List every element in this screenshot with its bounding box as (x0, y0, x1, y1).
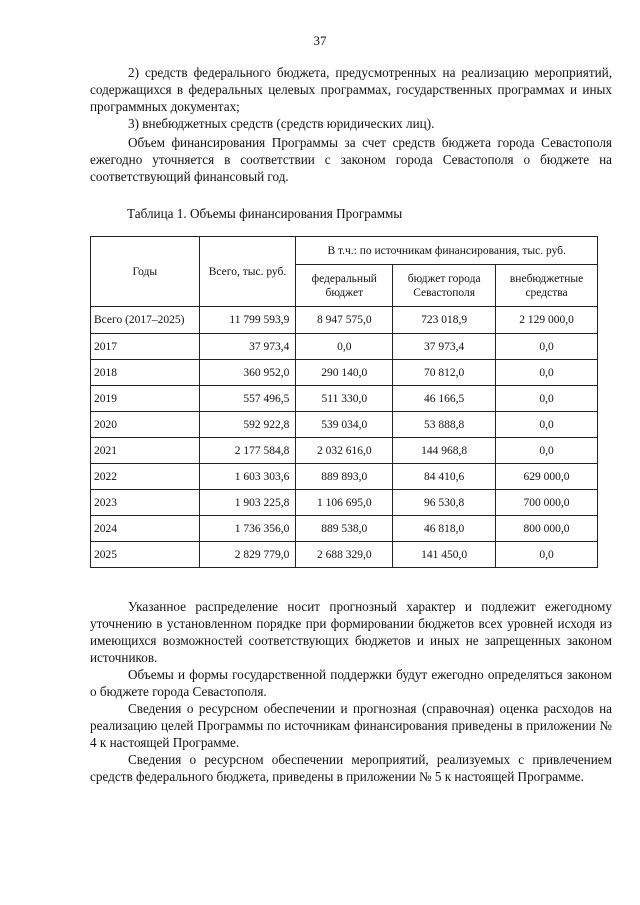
cell-city: 144 968,8 (393, 438, 496, 464)
header-sources-group: В т.ч.: по источникам финансирования, тыс. руб. (296, 237, 598, 265)
cell-extra: 0,0 (496, 412, 598, 438)
paragraph-federal-funds: 2) средств федерального бюджета, предусмотренных на реализацию мероприятий, содержащихся в федеральных целевых программах, государственных программах и иных программных документах; (90, 65, 612, 114)
paragraph-city-budget: Объем финансирования Программы за счет средств бюджета города Севастополя ежегодно уточняется в соответствии с законом города Севастополя о бюджете на соответствующий финансовый год. (90, 135, 612, 184)
table-row (91, 490, 598, 516)
cell-city: 70 812,0 (393, 360, 496, 386)
cell-city: 46 166,5 (393, 386, 496, 412)
table-row (91, 307, 598, 334)
cell-extra: 800 000,0 (496, 516, 598, 542)
cell-total: 11 799 593,9 (199, 307, 296, 334)
table-row (91, 542, 598, 568)
cell-city: 53 888,8 (393, 412, 496, 438)
table-row (91, 516, 598, 542)
cell-year: 2019 (91, 386, 200, 412)
header-city: бюджет города Севастополя (393, 265, 496, 307)
cell-federal: 889 538,0 (296, 516, 393, 542)
cell-total: 1 736 356,0 (199, 516, 296, 542)
paragraph-appendix-4: Сведения о ресурсном обеспечении и прогнозная (справочная) оценка расходов на реализацию целей Программы по источникам финансирования приведены в приложении № 4 к настоящей Программе. (90, 701, 612, 750)
cell-federal: 1 106 695,0 (296, 490, 393, 516)
cell-extra: 0,0 (496, 334, 598, 360)
cell-extra: 0,0 (496, 438, 598, 464)
table-row (91, 438, 598, 464)
cell-extra: 0,0 (496, 386, 598, 412)
header-federal: федеральный бюджет (296, 265, 393, 307)
cell-year: 2021 (91, 438, 200, 464)
header-years: Годы (91, 237, 200, 307)
cell-extra: 0,0 (496, 360, 598, 386)
cell-federal: 290 140,0 (296, 360, 393, 386)
cell-total: 592 922,8 (199, 412, 296, 438)
cell-year: 2018 (91, 360, 200, 386)
cell-federal: 8 947 575,0 (296, 307, 393, 334)
cell-extra: 629 000,0 (496, 464, 598, 490)
paragraph-forecast-distribution: Указанное распределение носит прогнозный характер и подлежит ежегодному уточнению в установленном порядке при формировании бюджетов всех уровней исходя из имеющихся возможностей соответствующих бюджетов и иных не запрещенных законом источников. (90, 599, 612, 665)
cell-federal: 0,0 (296, 334, 393, 360)
cell-city: 37 973,4 (393, 334, 496, 360)
cell-city: 84 410,6 (393, 464, 496, 490)
cell-year: 2023 (91, 490, 200, 516)
cell-total: 360 952,0 (199, 360, 296, 386)
cell-year: Всего (2017–2025) (91, 307, 200, 334)
table-row (91, 360, 598, 386)
paragraph-state-support: Объемы и формы государственной поддержки будут ежегодно определяться законом о бюджете города Севастополя. (90, 667, 612, 699)
table-row (91, 464, 598, 490)
table-row (91, 334, 598, 360)
cell-federal: 539 034,0 (296, 412, 393, 438)
cell-total: 2 177 584,8 (199, 438, 296, 464)
paragraph-extrabudgetary-funds: 3) внебюджетных средств (средств юридических лиц). (128, 116, 435, 131)
cell-year: 2025 (91, 542, 200, 568)
cell-year: 2024 (91, 516, 200, 542)
cell-city: 723 018,9 (393, 307, 496, 334)
cell-total: 2 829 779,0 (199, 542, 296, 568)
cell-city: 46 818,0 (393, 516, 496, 542)
cell-extra: 2 129 000,0 (496, 307, 598, 334)
cell-total: 1 903 225,8 (199, 490, 296, 516)
cell-total: 557 496,5 (199, 386, 296, 412)
cell-federal: 889 893,0 (296, 464, 393, 490)
paragraph-appendix-5: Сведения о ресурсном обеспечении мероприятий, реализуемых с привлечением средств федерального бюджета, приведены в приложении № 5 к настоящей Программе. (90, 752, 612, 784)
cell-city: 96 530,8 (393, 490, 496, 516)
cell-total: 37 973,4 (199, 334, 296, 360)
table-row (91, 412, 598, 438)
cell-extra: 0,0 (496, 542, 598, 568)
cell-federal: 511 330,0 (296, 386, 393, 412)
header-extra: внебюджетные средства (496, 265, 598, 307)
table-row (91, 386, 598, 412)
cell-year: 2017 (91, 334, 200, 360)
cell-year: 2020 (91, 412, 200, 438)
cell-extra: 700 000,0 (496, 490, 598, 516)
cell-federal: 2 688 329,0 (296, 542, 393, 568)
cell-total: 1 603 303,6 (199, 464, 296, 490)
table-caption: Таблица 1. Объемы финансирования Программы (127, 206, 403, 221)
cell-city: 141 450,0 (393, 542, 496, 568)
cell-federal: 2 032 616,0 (296, 438, 393, 464)
page-number: 37 (313, 33, 327, 48)
cell-year: 2022 (91, 464, 200, 490)
financing-table (90, 236, 598, 568)
header-total: Всего, тыс. руб. (199, 237, 296, 307)
